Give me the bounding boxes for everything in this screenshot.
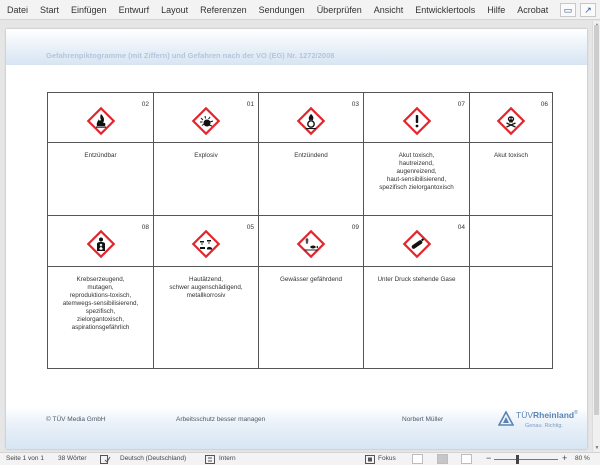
status-bar [0, 452, 600, 465]
pictogram-cell [364, 93, 470, 143]
hazard-label-cell [154, 143, 259, 216]
status-classification[interactable]: Intern [219, 455, 236, 462]
flame-over-circle-pictogram-icon [296, 106, 326, 136]
hazard-label-cell [364, 267, 470, 368]
ribbon-tab-ansicht[interactable]: Ansicht [373, 4, 404, 15]
pictogram-cell [259, 93, 364, 143]
hazard-label: Hautätzend, schwer augenschädigend, metallkorrosiv [169, 276, 243, 299]
pictogram-number: 03 [351, 101, 359, 108]
zoom-level[interactable]: 80 % [575, 455, 590, 462]
zoom-slider-thumb[interactable] [516, 455, 519, 464]
exclamation-pictogram-icon [402, 106, 432, 136]
flame-pictogram-icon [86, 106, 116, 136]
pictogram-number: 09 [351, 224, 359, 231]
share-icon[interactable]: ↗ [580, 3, 596, 17]
focus-icon[interactable] [365, 455, 375, 464]
sensitivity-label-icon[interactable] [205, 455, 215, 464]
pictogram-number: 07 [457, 101, 465, 108]
document-page [6, 29, 587, 449]
zoom-out-button[interactable]: − [486, 453, 492, 463]
pictogram-cell [154, 216, 259, 267]
ribbon-tab-sendungen[interactable]: Sendungen [258, 4, 305, 15]
hazard-label-cell [259, 267, 364, 368]
pictogram-cell [470, 93, 552, 143]
hazard-label: Akut toxisch, hautreizend, augenreizend, haut-sensibilisierend, spezifisch zielorgantoxisch [379, 152, 454, 191]
pictogram-number: 04 [457, 224, 465, 231]
ribbon-tab-hilfe[interactable]: Hilfe [487, 4, 506, 15]
scroll-down-icon[interactable]: ▼ [594, 445, 600, 451]
tuv-triangle-icon [498, 411, 514, 427]
ribbon-tab-entwicklertools[interactable]: Entwicklertools [415, 4, 476, 15]
hazard-label: Entzündend [294, 152, 328, 159]
pictogram-cell [48, 216, 154, 267]
vertical-scrollbar[interactable] [592, 21, 600, 452]
pictogram-cell [470, 216, 552, 267]
status-page[interactable]: Seite 1 von 1 [6, 455, 44, 462]
read-mode-button[interactable] [412, 454, 423, 464]
hazard-label-cell [470, 143, 552, 216]
hazard-label: Entzündbar [84, 152, 117, 159]
ribbon-tab-start[interactable]: Start [40, 4, 60, 15]
pictogram-number: 06 [540, 101, 548, 108]
hazard-label: Gewässer gefährdend [280, 276, 342, 283]
ribbon-tab-layout[interactable]: Layout [161, 4, 189, 15]
ribbon-tab-einfügen[interactable]: Einfügen [71, 4, 107, 15]
footer-subject: Arbeitsschutz besser managen [176, 416, 266, 423]
ribbon-tab-referenzen[interactable]: Referenzen [200, 4, 247, 15]
logo-slogan: Genau. Richtig. [525, 423, 563, 429]
pictogram-number: 02 [141, 101, 149, 108]
pictogram-cell [154, 93, 259, 143]
web-layout-button[interactable] [461, 454, 472, 464]
health-hazard-pictogram-icon [86, 229, 116, 259]
hazard-label: Unter Druck stehende Gase [377, 276, 456, 283]
ribbon-tab-acrobat[interactable]: Acrobat [517, 4, 549, 15]
pictogram-number: 01 [246, 101, 254, 108]
document-canvas [0, 21, 592, 452]
footer-copyright: © TÜV Media GmbH [46, 416, 106, 423]
hazard-label: Krebserzeugend, mutagen, reproduktions-toxisch, atemwegs-sensibilisierend, spezifisch, zielorgantoxisch, aspirationsgefährlich [62, 276, 139, 331]
ribbon-tab-datei[interactable]: Datei [7, 4, 29, 15]
logo-name: TÜVRheinland® [516, 410, 578, 420]
zoom-in-button[interactable]: + [562, 453, 568, 463]
hazard-label-cell [48, 143, 154, 216]
header-title: Gefahrenpiktogramme (mit Ziffern) und Gefahren nach der VO (EG) Nr. 1272/2008 [46, 51, 335, 60]
pictogram-number: 05 [246, 224, 254, 231]
zoom-slider-track[interactable] [494, 459, 558, 460]
hazard-table [47, 92, 553, 369]
pictogram-cell [48, 93, 154, 143]
scrollbar-thumb[interactable] [594, 25, 599, 415]
corrosion-pictogram-icon [191, 229, 221, 259]
hazard-label-cell [259, 143, 364, 216]
exploding-bomb-pictogram-icon [191, 106, 221, 136]
pictogram-cell [259, 216, 364, 267]
status-focus[interactable]: Fokus [378, 455, 396, 462]
hazard-label: Akut toxisch [494, 152, 528, 159]
tuv-rheinland-logo [497, 410, 577, 438]
hazard-label: Explosiv [194, 152, 218, 159]
status-language[interactable]: Deutsch (Deutschland) [120, 455, 187, 462]
proofing-icon[interactable] [100, 455, 111, 464]
comments-icon[interactable]: ▭ [560, 3, 576, 17]
hazard-label-cell [154, 267, 259, 368]
ribbon-tab-bar [0, 0, 600, 20]
hazard-label-cell [48, 267, 154, 368]
gas-cylinder-pictogram-icon [402, 229, 432, 259]
status-words[interactable]: 38 Wörter [58, 455, 87, 462]
environment-pictogram-icon [296, 229, 326, 259]
print-layout-button[interactable] [437, 454, 448, 464]
skull-crossbones-pictogram-icon [496, 106, 526, 136]
hazard-label-cell [364, 143, 470, 216]
ribbon-tab-überprüfen[interactable]: Überprüfen [316, 4, 362, 15]
hazard-label-cell [470, 267, 552, 368]
footer-author: Norbert Müller [402, 416, 444, 423]
ribbon-tab-entwurf[interactable]: Entwurf [118, 4, 150, 15]
pictogram-number: 08 [141, 224, 149, 231]
pictogram-cell [364, 216, 470, 267]
